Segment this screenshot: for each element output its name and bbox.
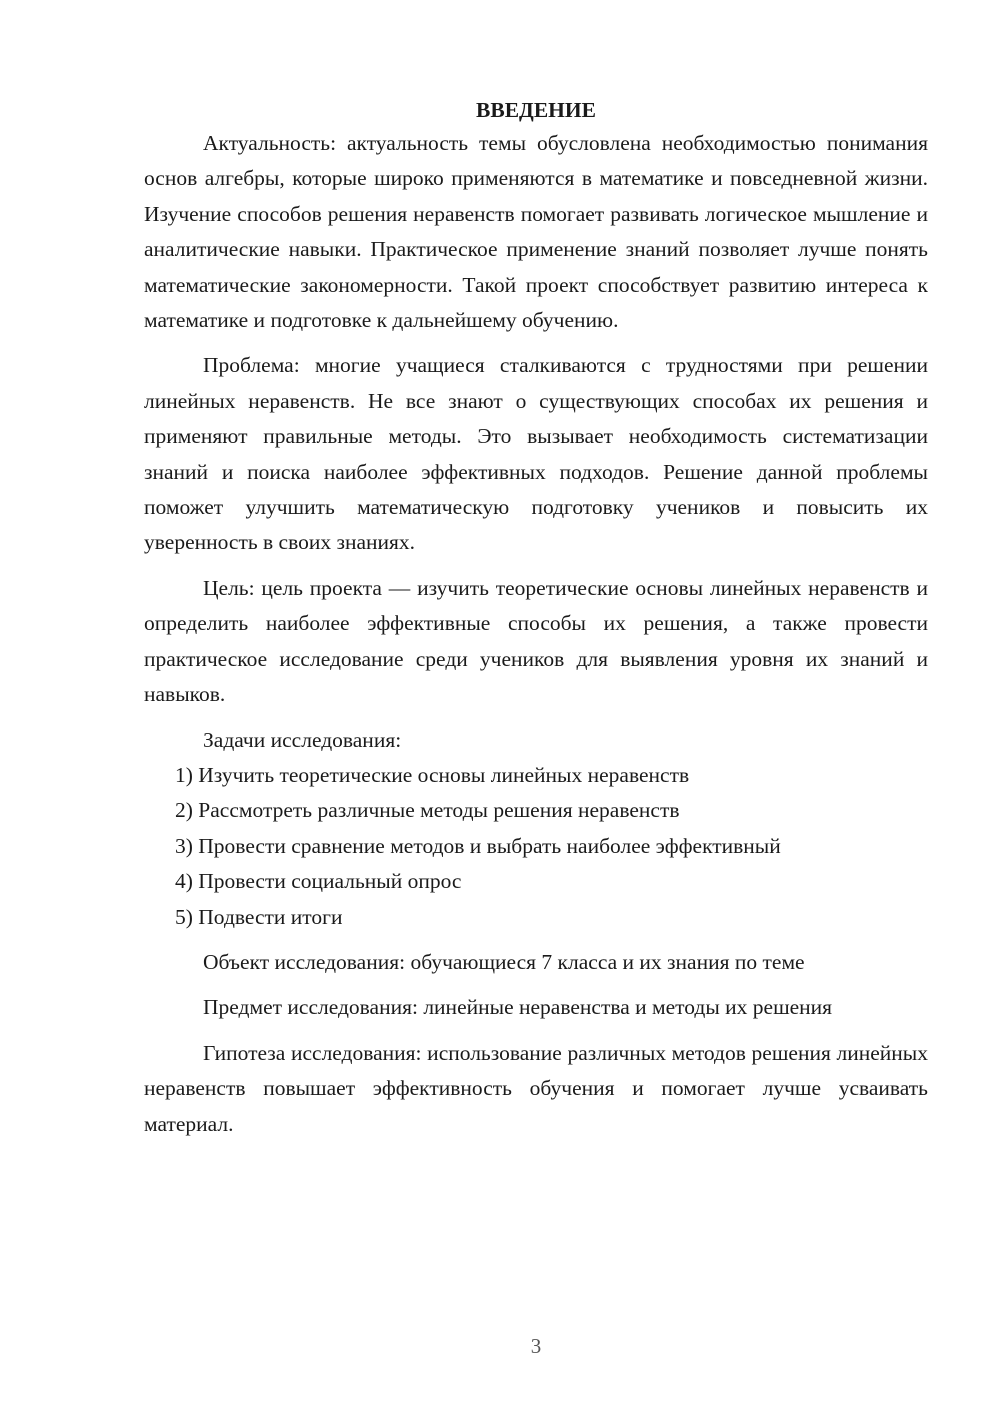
task-item: 5) Подвести итоги	[175, 904, 343, 929]
problem-paragraph: Проблема: многие учащиеся сталкиваются с трудностями при решении линейных неравенств. Не все знают о существующих способах их решения и применяют правильные методы. Это вызывает необходимость систематизации знаний и поиска наиболее эффективных подходов. Решение данной проблемы поможет улучшить математическую подготовку учеников и повысить их уверенность в своих знаниях.	[144, 353, 928, 555]
section-heading: ВВЕДЕНИЕ	[476, 98, 596, 122]
task-item: 1) Изучить теоретические основы линейных неравенств	[175, 762, 690, 787]
goal-paragraph: Цель: цель проекта — изучить теоретические основы линейных неравенств и определить наиболее эффективные способы их решения, а также провести практическое исследование среди учеников для выявления уровня их знаний и навыков.	[144, 575, 928, 707]
research-subject: Предмет исследования: линейные неравенства и методы их решения	[203, 995, 833, 1020]
task-item: 2) Рассмотреть различные методы решения неравенств	[175, 798, 680, 823]
task-item: 4) Провести социальный опрос	[175, 869, 462, 894]
research-object: Объект исследования: обучающиеся 7 класса и их знания по теме	[203, 949, 805, 974]
tasks-list	[144, 758, 928, 935]
page-number: 3	[530, 1334, 542, 1358]
page-content	[144, 94, 928, 1142]
relevance-paragraph: Актуальность: актуальность темы обусловлена необходимостью понимания основ алгебры, которые широко применяются в математике и повседневной жизни. Изучение способов решения неравенств помогает развивать логическое мышление и аналитические навыки. Практическое применение знаний позволяет лучше понять математические закономерности. Такой проект способствует развитию интереса к математике и подготовке к дальнейшему обучению.	[144, 131, 928, 333]
tasks-title: Задачи исследования:	[203, 727, 402, 752]
task-item: 3) Провести сравнение методов и выбрать наиболее эффективный	[175, 833, 781, 858]
research-hypothesis: Гипотеза исследования: использование различных методов решения линейных неравенств повышает эффективность обучения и помогает лучше усваивать материал.	[144, 1040, 928, 1136]
